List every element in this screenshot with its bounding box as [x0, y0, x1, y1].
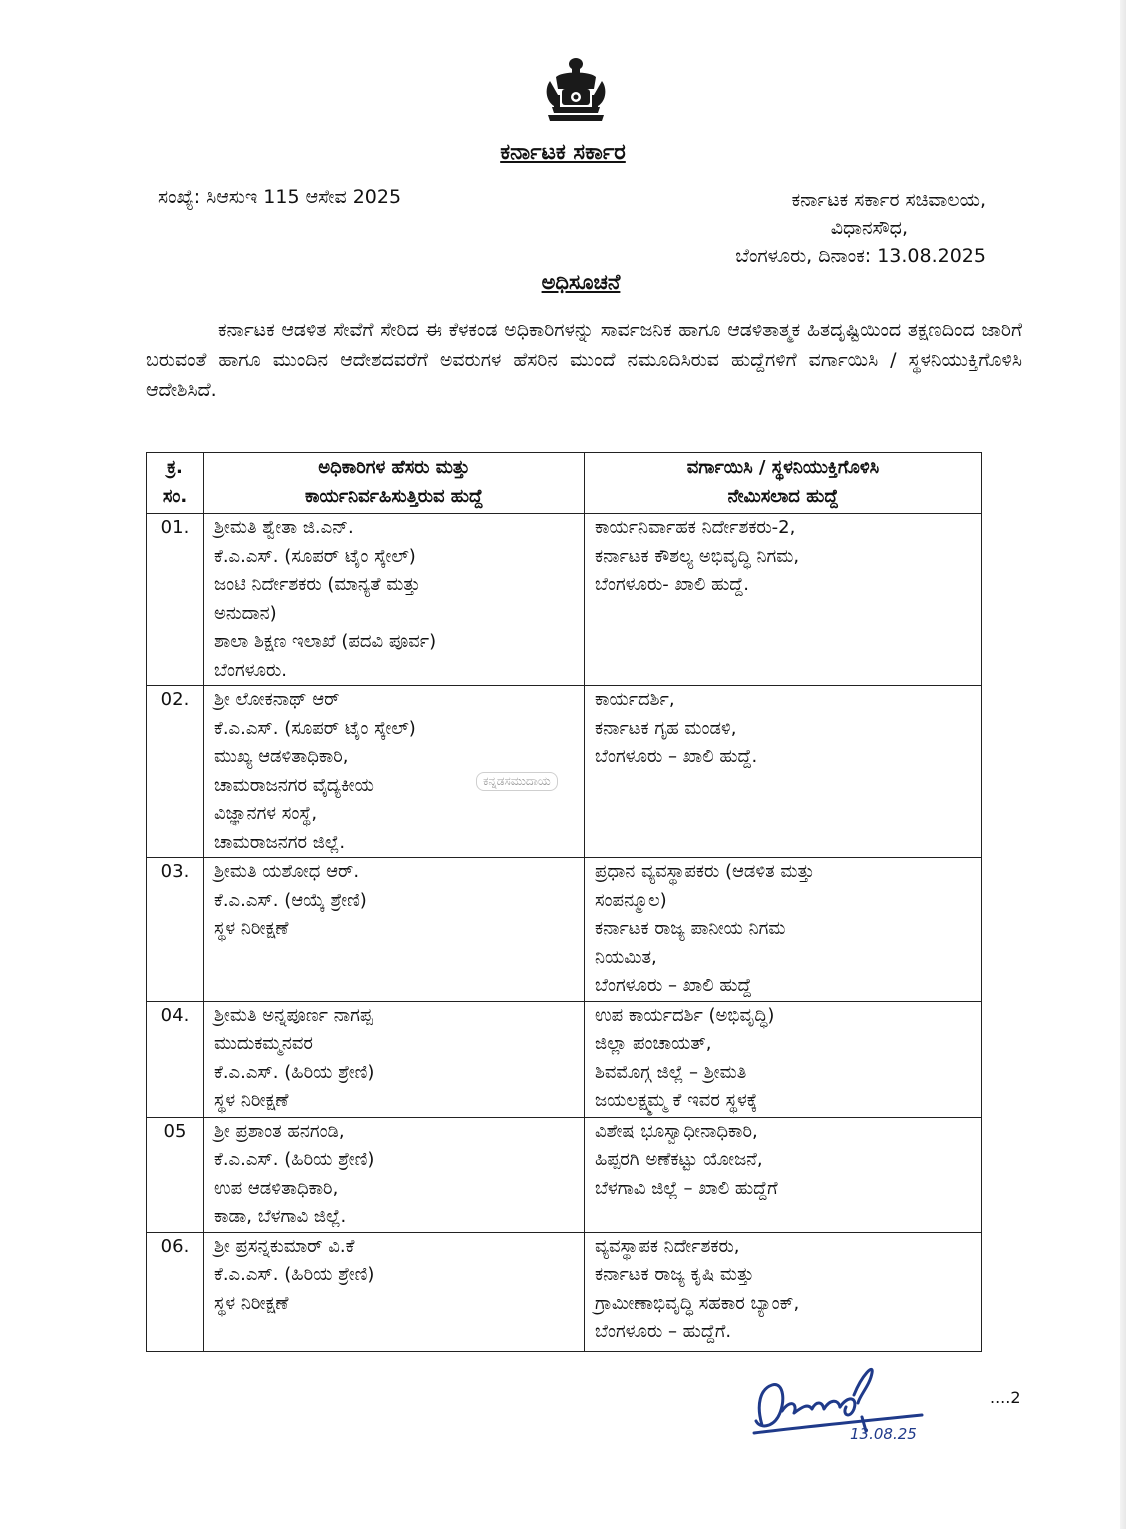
- sl-no-cell: 03.: [147, 858, 204, 1002]
- transfer-table: [146, 452, 982, 1352]
- address-line-3: ಬೆಂಗಳೂರು, ದಿನಾಂಕ: 13.08.2025: [735, 245, 986, 267]
- karnataka-state-emblem-icon: [542, 55, 610, 125]
- order-number: ಸಂಖ್ಯೆ: ಸಿಆಸುಇ 115 ಆಸೇವ 2025: [158, 186, 402, 208]
- svg-text:13.08.25: 13.08.25: [850, 1425, 917, 1443]
- officer-cell: ಶ್ರೀ ಪ್ರಶಾಂತ ಹನಗಂಡಿ, ಕೆ.ಎ.ಎಸ್. (ಹಿರಿಯ ಶ್ರೇಣಿ) ಉಪ ಆಡಳಿತಾಧಿಕಾರಿ, ಕಾಡಾ, ಬೆಳಗಾವಿ ಜಿಲ್ಲೆ.: [204, 1117, 585, 1232]
- officer-cell: ಶ್ರೀಮತಿ ಅನ್ನಪೂರ್ಣ ನಾಗಪ್ಪ ಮುದುಕಮ್ಮನವರ ಕೆ.ಎ.ಎಸ್. (ಹಿರಿಯ ಶ್ರೇಣಿ) ಸ್ಥಳ ನಿರೀಕ್ಷಣೆ: [204, 1001, 585, 1117]
- notification-title: ಅಧಿಸೂಚನೆ: [541, 270, 621, 294]
- header-new-post: ವರ್ಗಾಯಿಸಿ / ಸ್ಥಳನಿಯುಕ್ತಿಗೊಳಿಸಿ ನೇಮಿಸಲಾದ ಹುದ್ದೆ: [585, 453, 982, 514]
- table-row: [147, 858, 982, 1002]
- sl-no-cell: 05: [147, 1117, 204, 1232]
- officer-cell: ಶ್ರೀಮತಿ ಶ್ವೇತಾ ಜಿ.ಎನ್. ಕೆ.ಎ.ಎಸ್. (ಸೂಪರ್ ಟೈಂ ಸ್ಕೇಲ್) ಜಂಟಿ ನಿರ್ದೇಶಕರು (ಮಾನ್ಯತೆ ಮತ್ತು ಅನುದಾನ) ಶಾಲಾ ಶಿಕ್ಷಣ ಇಲಾಖೆ (ಪದವಿ ಪೂರ್ವ) ಬೆಂಗಳೂರು.: [204, 514, 585, 686]
- sl-no-cell: 04.: [147, 1001, 204, 1117]
- address-line-1: ಕರ್ನಾಟಕ ಸರ್ಕಾರ ಸಚಿವಾಲಯ,: [791, 189, 986, 211]
- header-sl-no: ಕ್ರ. ಸಂ.: [147, 453, 204, 514]
- table-header-row: [147, 453, 982, 514]
- new-post-cell: ಉಪ ಕಾರ್ಯದರ್ಶಿ (ಅಭಿವೃದ್ಧಿ) ಜಿಲ್ಲಾ ಪಂಚಾಯತ್, ಶಿವಮೊಗ್ಗ ಜಿಲ್ಲೆ – ಶ್ರೀಮತಿ ಜಯಲಕ್ಷ್ಮಮ್ಮ ಕೆ ಇವರ ಸ್ಥಳಕ್ಕೆ: [585, 1001, 982, 1117]
- sl-no-cell: 06.: [147, 1232, 204, 1351]
- new-post-cell: ವ್ಯವಸ್ಥಾಪಕ ನಿರ್ದೇಶಕರು, ಕರ್ನಾಟಕ ರಾಜ್ಯ ಕೃಷಿ ಮತ್ತು ಗ್ರಾಮೀಣಾಭಿವೃದ್ಧಿ ಸಹಕಾರ ಬ್ಯಾಂಕ್, ಬೆಂಗಳೂರು – ಹುದ್ದೆಗೆ.: [585, 1232, 982, 1351]
- officer-cell: ಶ್ರೀ ಪ್ರಸನ್ನಕುಮಾರ್ ವಿ.ಕೆ ಕೆ.ಎ.ಎಸ್. (ಹಿರಿಯ ಶ್ರೇಣಿ) ಸ್ಥಳ ನಿರೀಕ್ಷಣೆ: [204, 1232, 585, 1351]
- sl-no-cell: 01.: [147, 514, 204, 686]
- table-row: [147, 1001, 982, 1117]
- table-row: [147, 686, 982, 858]
- next-page-indicator: ....2: [990, 1388, 1021, 1407]
- new-post-cell: ಕಾರ್ಯದರ್ಶಿ, ಕರ್ನಾಟಕ ಗೃಹ ಮಂಡಳಿ, ಬೆಂಗಳೂರು – ಖಾಲಿ ಹುದ್ದೆ.: [585, 686, 982, 858]
- new-post-cell: ಕಾರ್ಯನಿರ್ವಾಹಕ ನಿರ್ದೇಶಕರು-2, ಕರ್ನಾಟಕ ಕೌಶಲ್ಯ ಅಭಿವೃದ್ಧಿ ನಿಗಮ, ಬೆಂಗಳೂರು- ಖಾಲಿ ಹುದ್ದೆ.: [585, 514, 982, 686]
- table-row: [147, 1232, 982, 1351]
- header-officer-name: ಅಧಿಕಾರಿಗಳ ಹೆಸರು ಮತ್ತು ಕಾರ್ಯನಿರ್ವಹಿಸುತ್ತಿರುವ ಹುದ್ದೆ: [204, 453, 585, 514]
- signature-image: [742, 1355, 972, 1445]
- notification-intro: ಕರ್ನಾಟಕ ಆಡಳಿತ ಸೇವೆಗೆ ಸೇರಿದ ಈ ಕೆಳಕಂಡ ಅಧಿಕಾರಿಗಳನ್ನು ಸಾರ್ವಜನಿಕ ಹಾಗೂ ಆಡಳಿತಾತ್ಮಕ ಹಿತದೃಷ್ಟಿಯಿಂದ ತಕ್ಷಣದಿಂದ ಜಾರಿಗೆ ಬರುವಂತೆ ಹಾಗೂ ಮುಂದಿನ ಆದೇಶದವರೆಗೆ ಅವರುಗಳ ಹೆಸರಿನ ಮುಂದೆ ನಮೂದಿಸಿರುವ ಹುದ್ದೆಗಳಿಗೆ ವರ್ಗಾಯಿಸಿ / ಸ್ಥಳನಿಯುಕ್ತಿಗೊಳಿಸಿ ಆದೇಶಿಸಿದೆ.: [146, 319, 1022, 401]
- new-post-cell: ಪ್ರಧಾನ ವ್ಯವಸ್ಥಾಪಕರು (ಆಡಳಿತ ಮತ್ತು ಸಂಪನ್ಮೂಲ) ಕರ್ನಾಟಕ ರಾಜ್ಯ ಪಾನೀಯ ನಿಗಮ ನಿಯಮಿತ, ಬೆಂಗಳೂರು – ಖಾಲಿ ಹುದ್ದೆ: [585, 858, 982, 1002]
- table-row: [147, 1117, 982, 1232]
- office-address: [735, 186, 986, 270]
- officer-cell: ಶ್ರೀ ಲೋಕನಾಥ್ ಆರ್ ಕೆ.ಎ.ಎಸ್. (ಸೂಪರ್ ಟೈಂ ಸ್ಕೇಲ್) ಮುಖ್ಯ ಆಡಳಿತಾಧಿಕಾರಿ, ಚಾಮರಾಜನಗರ ವೈದ್ಯಕೀಯ ವಿಜ್ಞಾನಗಳ ಸಂಸ್ಥೆ, ಚಾಮರಾಜನಗರ ಜಿಲ್ಲೆ.: [204, 686, 585, 858]
- address-line-2: ವಿಧಾನಸೌಧ,: [830, 217, 908, 239]
- new-post-cell: ವಿಶೇಷ ಭೂಸ್ವಾಧೀನಾಧಿಕಾರಿ, ಹಿಪ್ಪರಗಿ ಅಣೆಕಟ್ಟು ಯೋಜನೆ, ಬೆಳಗಾವಿ ಜಿಲ್ಲೆ – ಖಾಲಿ ಹುದ್ದೆಗೆ: [585, 1117, 982, 1232]
- officer-cell: ಶ್ರೀಮತಿ ಯಶೋಧ ಆರ್. ಕೆ.ಎ.ಎಸ್. (ಆಯ್ಕೆ ಶ್ರೇಣಿ) ಸ್ಥಳ ನಿರೀಕ್ಷಣೆ: [204, 858, 585, 1002]
- page-edge-shadow: [1120, 0, 1126, 1529]
- government-title: ಕರ್ನಾಟಕ ಸರ್ಕಾರ: [500, 140, 626, 165]
- watermark-stamp: ಕನ್ನಡಸಮುದಾಯ: [476, 772, 558, 791]
- table-row: [147, 514, 982, 686]
- sl-no-cell: 02.: [147, 686, 204, 858]
